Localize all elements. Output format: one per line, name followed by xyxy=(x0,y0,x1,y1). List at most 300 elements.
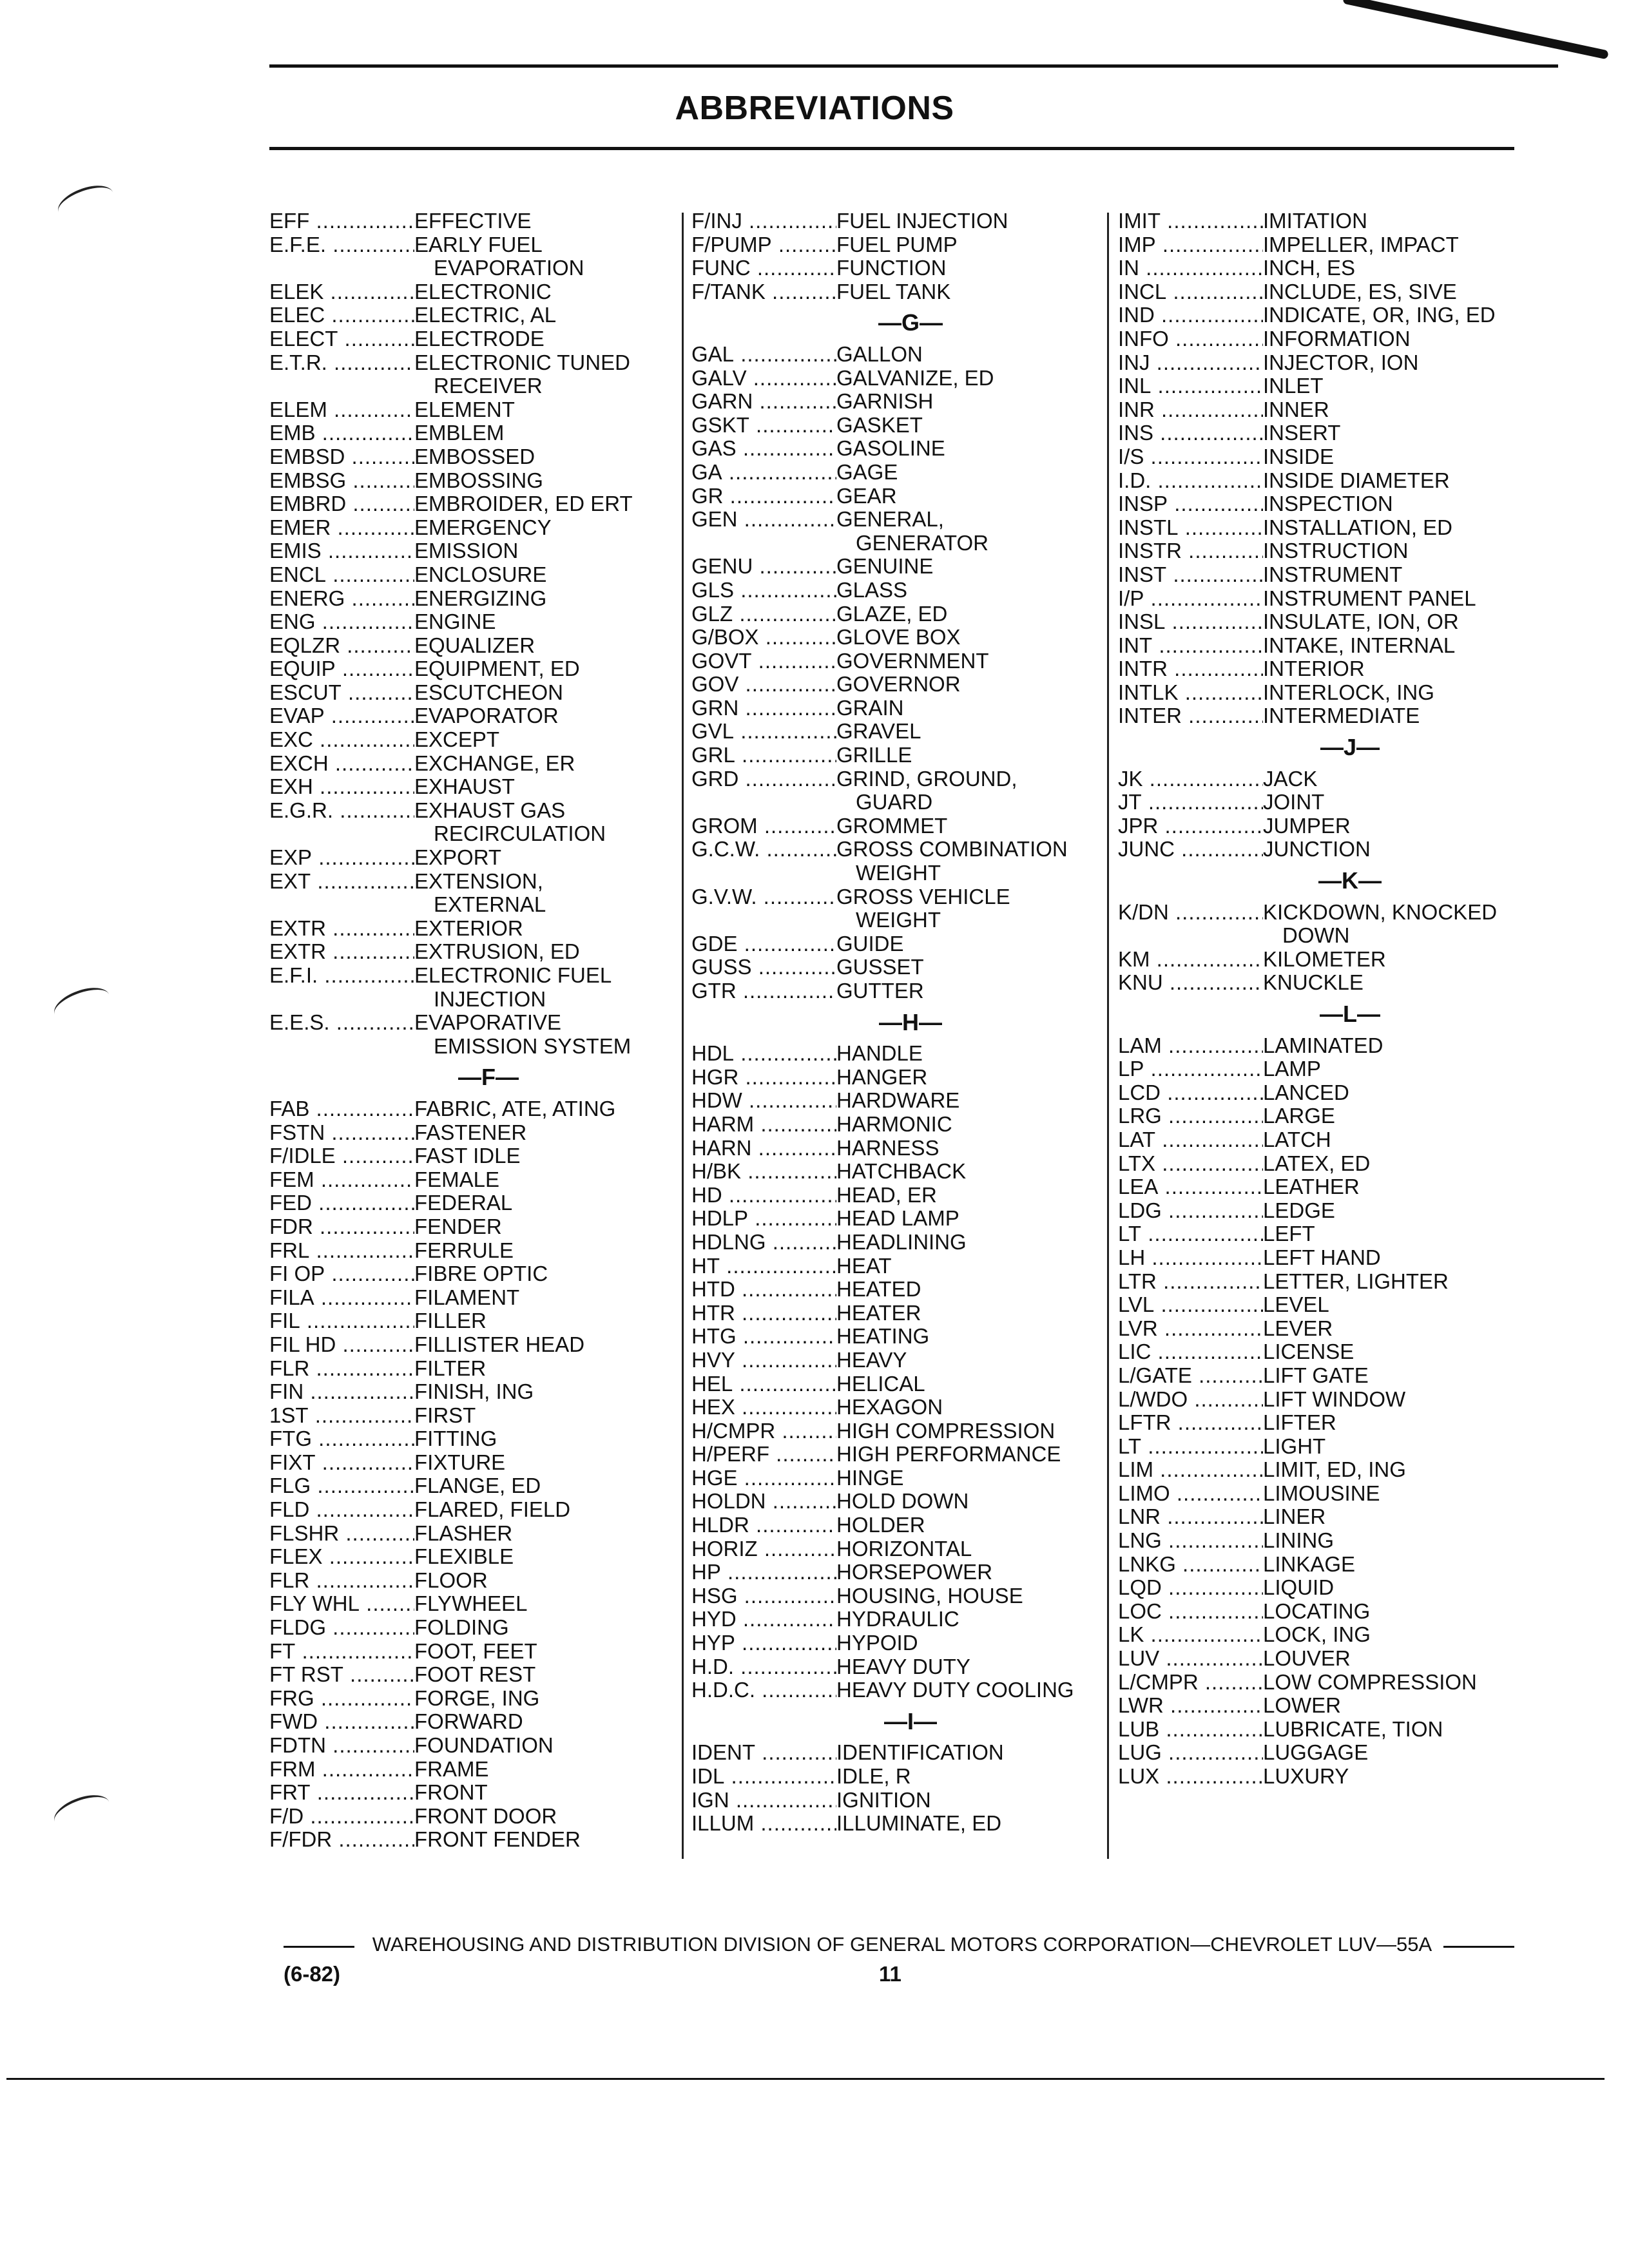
entry-abbreviation: HGE ..... xyxy=(691,1466,836,1490)
abbreviation-entry xyxy=(269,1097,656,1121)
entry-abbreviation: INCL ..... xyxy=(1118,280,1263,304)
entry-meaning-continued: RECEIVER xyxy=(434,374,543,398)
abbreviation-entry xyxy=(691,1113,1078,1137)
abbreviation-entry xyxy=(269,1309,656,1333)
entry-abbreviation: HT ..... xyxy=(691,1254,836,1278)
abbreviation-entry xyxy=(1118,1553,1530,1577)
section-heading: —I— xyxy=(883,1707,937,1735)
abbreviation-entry xyxy=(269,775,656,799)
abbreviation-entry xyxy=(691,1231,1078,1254)
abbreviation-entry xyxy=(269,1286,656,1310)
entry-abbreviation: IN ..... xyxy=(1118,256,1263,280)
entry-abbreviation: GAS ..... xyxy=(691,437,836,461)
abbreviation-entry xyxy=(1118,587,1530,611)
abbreviation-entry xyxy=(1118,1388,1530,1412)
entry-meaning: INFORMATION xyxy=(1263,326,1411,351)
entry-meaning: EXPORT xyxy=(414,845,502,870)
entry-meaning: FILTER xyxy=(414,1356,487,1380)
entry-meaning: HANDLE xyxy=(836,1041,923,1066)
entry-abbreviation: LTX ..... xyxy=(1118,1152,1263,1176)
entry-abbreviation: GAL ..... xyxy=(691,343,836,367)
entry-meaning: LIMOUSINE xyxy=(1263,1481,1380,1505)
abbreviation-entry xyxy=(269,870,656,894)
entry-meaning: INSIDE DIAMETER xyxy=(1263,468,1450,492)
entry-abbreviation: EVAP ..... xyxy=(269,704,414,728)
entry-meaning: INSIDE xyxy=(1263,444,1335,468)
entry-meaning: GALLON xyxy=(836,341,923,366)
entry-abbreviation: LK ..... xyxy=(1118,1623,1263,1647)
abbreviation-entry xyxy=(691,1490,1078,1514)
abbreviation-entry xyxy=(1118,971,1530,995)
abbreviation-entry xyxy=(1118,1623,1530,1647)
entry-meaning: LIFT GATE xyxy=(1263,1363,1369,1387)
entry-abbreviation: GLS ..... xyxy=(691,579,836,602)
abbreviation-entry xyxy=(1118,280,1530,304)
footer-publisher-line: WAREHOUSING AND DISTRIBUTION DIVISION OF GENERAL MOTORS CORPORATION—CHEVROLET LUV—55A xyxy=(372,1933,1432,1956)
entry-meaning: FORGE, ING xyxy=(414,1686,540,1710)
entry-meaning: KNUCKLE xyxy=(1263,970,1364,995)
entry-meaning: LEATHER xyxy=(1263,1175,1360,1199)
entry-abbreviation: INTER ..... xyxy=(1118,704,1263,728)
entry-abbreviation: KM ..... xyxy=(1118,948,1263,972)
entry-meaning: FRONT FENDER xyxy=(414,1827,581,1852)
entry-meaning: INLET xyxy=(1263,374,1324,398)
abbreviation-entry xyxy=(1118,681,1530,705)
abbreviation-entry xyxy=(691,1302,1078,1325)
entry-meaning: FIRST xyxy=(414,1403,476,1427)
abbreviation-entry xyxy=(691,1678,1078,1702)
entry-abbreviation: GOV ..... xyxy=(691,673,836,697)
entry-meaning: FIXTURE xyxy=(414,1450,506,1474)
entry-meaning: LIFTER xyxy=(1263,1410,1336,1435)
entry-meaning: IMITATION xyxy=(1263,209,1367,233)
entry-abbreviation: EMER ..... xyxy=(269,516,414,540)
entry-meaning: LARGE xyxy=(1263,1104,1335,1128)
entry-meaning: ESCUTCHEON xyxy=(414,680,564,704)
abbreviation-entry xyxy=(269,1333,656,1357)
entry-abbreviation: FRG ..... xyxy=(269,1687,414,1711)
abbreviation-entry xyxy=(1118,634,1530,658)
abbreviation-entry xyxy=(1118,1317,1530,1341)
entry-meaning: LOWER xyxy=(1263,1693,1342,1718)
entry-meaning: FERRULE xyxy=(414,1238,514,1262)
entry-meaning: GARNISH xyxy=(836,389,934,414)
abbreviation-entry xyxy=(1118,233,1530,257)
entry-abbreviation: INL ..... xyxy=(1118,374,1263,398)
entry-meaning-continued: EXTERNAL xyxy=(434,892,546,917)
abbreviation-entry xyxy=(269,1663,656,1687)
abbreviation-entry xyxy=(691,256,1078,280)
entry-abbreviation: I.D. ..... xyxy=(1118,469,1263,493)
entry-meaning: GLOVE BOX xyxy=(836,625,961,649)
entry-abbreviation: LDG ..... xyxy=(1118,1199,1263,1223)
footer-rule-right xyxy=(1443,1946,1514,1948)
abbreviation-entry xyxy=(269,1616,656,1640)
abbreviation-entry xyxy=(1118,838,1530,861)
abbreviation-entry xyxy=(269,1239,656,1263)
entry-meaning: INSTRUMENT PANEL xyxy=(1263,586,1476,610)
entry-abbreviation: LT ..... xyxy=(1118,1435,1263,1459)
entry-abbreviation: GSKT ..... xyxy=(691,414,836,437)
entry-abbreviation: GEN ..... xyxy=(691,508,836,532)
entry-meaning: LICENSE xyxy=(1263,1340,1354,1364)
abbreviation-entry xyxy=(691,461,1078,485)
page-title: ABBREVIATIONS xyxy=(675,90,954,127)
entry-meaning: LATCH xyxy=(1263,1127,1331,1151)
abbreviation-entry xyxy=(269,799,656,823)
abbreviation-entry xyxy=(269,1121,656,1145)
abbreviation-entry xyxy=(691,1655,1078,1679)
abbreviation-entry xyxy=(1118,767,1530,791)
entry-abbreviation: HARM ..... xyxy=(691,1113,836,1137)
abbreviation-entry xyxy=(1118,1293,1530,1317)
entry-meaning: ELECTRONIC FUEL xyxy=(414,963,612,987)
entry-meaning: INTERMEDIATE xyxy=(1263,704,1420,728)
abbreviation-entry xyxy=(691,697,1078,720)
entry-abbreviation: E.F.I. ..... xyxy=(269,964,414,988)
entry-meaning: HOLD DOWN xyxy=(836,1489,969,1514)
entry-meaning: FILAMENT xyxy=(414,1285,520,1309)
entry-meaning: HEAD, ER xyxy=(836,1182,937,1207)
abbreviation-entry xyxy=(691,1443,1078,1466)
entry-meaning: LOCATING xyxy=(1263,1599,1371,1623)
entry-meaning: FUEL PUMP xyxy=(836,232,958,256)
entry-abbreviation: LQD ..... xyxy=(1118,1576,1263,1600)
entry-meaning: LEFT HAND xyxy=(1263,1245,1381,1269)
entry-abbreviation: E.T.R. ..... xyxy=(269,351,414,375)
abbreviation-entry xyxy=(269,1828,656,1852)
abbreviation-entry xyxy=(691,1631,1078,1655)
entry-abbreviation: IDENT ..... xyxy=(691,1741,836,1765)
abbreviation-entry xyxy=(269,209,656,233)
abbreviation-entry xyxy=(691,1066,1078,1090)
entry-abbreviation: LUB ..... xyxy=(1118,1718,1263,1742)
entry-meaning-continued: EVAPORATION xyxy=(434,256,584,280)
abbreviation-entry xyxy=(269,587,656,611)
abbreviation-entry xyxy=(1118,1600,1530,1624)
entry-meaning-continued: DOWN xyxy=(1282,923,1350,948)
entry-meaning: HEAT xyxy=(836,1253,892,1278)
abbreviation-entry xyxy=(269,469,656,493)
entry-meaning: INCLUDE, ES, SIVE xyxy=(1263,279,1457,303)
abbreviation-entry xyxy=(269,398,656,422)
abbreviation-entry xyxy=(691,437,1078,461)
header-rule-top xyxy=(269,64,1558,68)
entry-meaning: ELECTRONIC TUNED xyxy=(414,350,630,374)
entry-meaning: FENDER xyxy=(414,1214,502,1238)
abbreviation-entry xyxy=(269,657,656,681)
entry-abbreviation: LH ..... xyxy=(1118,1246,1263,1270)
entry-meaning: FIBRE OPTIC xyxy=(414,1262,548,1286)
abbreviation-entry xyxy=(1118,445,1530,469)
abbreviation-entry xyxy=(269,445,656,469)
abbreviation-entry xyxy=(269,1758,656,1782)
entry-meaning: FLASHER xyxy=(414,1521,513,1545)
entry-abbreviation: FLR ..... xyxy=(269,1569,414,1593)
abbreviation-entry xyxy=(269,1592,656,1616)
entry-abbreviation: FT RST ..... xyxy=(269,1663,414,1687)
entry-abbreviation: HARN ..... xyxy=(691,1137,836,1160)
abbreviation-column-1 xyxy=(269,209,656,1852)
entry-abbreviation: F/TANK ..... xyxy=(691,280,836,304)
abbreviation-entry xyxy=(269,681,656,705)
entry-abbreviation: LT ..... xyxy=(1118,1222,1263,1246)
entry-abbreviation: JK ..... xyxy=(1118,767,1263,791)
entry-meaning: HELICAL xyxy=(836,1371,925,1396)
abbreviation-entry xyxy=(691,1042,1078,1066)
entry-meaning-continued: INJECTION xyxy=(434,986,546,1011)
entry-meaning: HINGE xyxy=(836,1465,904,1490)
entry-abbreviation: LNKG ..... xyxy=(1118,1553,1263,1577)
abbreviation-entry xyxy=(1118,327,1530,351)
abbreviation-entry xyxy=(1118,1104,1530,1128)
abbreviation-entry xyxy=(269,280,656,304)
entry-abbreviation: HYP ..... xyxy=(691,1631,836,1655)
entry-meaning: LATEX, ED xyxy=(1263,1151,1371,1175)
entry-abbreviation: EMBSG ..... xyxy=(269,469,414,493)
entry-abbreviation: INSTR ..... xyxy=(1118,539,1263,563)
entry-abbreviation: FT ..... xyxy=(269,1640,414,1664)
entry-meaning: LEDGE xyxy=(1263,1198,1335,1222)
entry-meaning: GRILLE xyxy=(836,743,912,767)
entry-meaning: EFFECTIVE xyxy=(414,209,532,233)
entry-meaning: EQUALIZER xyxy=(414,633,535,657)
hole-punch-mark xyxy=(50,981,114,1028)
abbreviation-entry xyxy=(269,233,656,257)
entry-abbreviation: INTR ..... xyxy=(1118,657,1263,681)
entry-meaning: INTAKE, INTERNAL xyxy=(1263,633,1456,657)
entry-meaning: HEAVY DUTY xyxy=(836,1654,970,1678)
entry-abbreviation: HDLNG ..... xyxy=(691,1231,836,1254)
entry-meaning: FORWARD xyxy=(414,1709,523,1734)
entry-abbreviation: GRD ..... xyxy=(691,767,836,791)
abbreviation-entry xyxy=(691,1608,1078,1631)
abbreviation-entry xyxy=(1118,1246,1530,1270)
entry-abbreviation: EMB ..... xyxy=(269,421,414,445)
entry-meaning: INTERLOCK, ING xyxy=(1263,680,1434,704)
footer-date: (6-82) xyxy=(284,1962,341,1986)
entry-meaning-continued: EMISSION SYSTEM xyxy=(434,1033,631,1058)
entry-abbreviation: HDLP ..... xyxy=(691,1207,836,1231)
abbreviation-entry xyxy=(691,367,1078,390)
entry-abbreviation: FRT ..... xyxy=(269,1781,414,1805)
abbreviation-entry xyxy=(691,673,1078,697)
abbreviation-entry xyxy=(691,1537,1078,1561)
entry-abbreviation: K/DN ..... xyxy=(1118,901,1263,925)
entry-abbreviation: FWD ..... xyxy=(269,1710,414,1734)
abbreviation-entry xyxy=(1118,1270,1530,1294)
entry-meaning: HOUSING, HOUSE xyxy=(836,1583,1023,1608)
entry-abbreviation: LVR ..... xyxy=(1118,1317,1263,1341)
abbreviation-entry xyxy=(269,492,656,516)
entry-abbreviation: LOC ..... xyxy=(1118,1600,1263,1624)
entry-abbreviation: FUNC ..... xyxy=(691,256,836,280)
entry-abbreviation: GALV ..... xyxy=(691,367,836,390)
entry-meaning-continued: RECIRCULATION xyxy=(434,822,606,846)
entry-meaning: HIGH PERFORMANCE xyxy=(836,1442,1061,1466)
abbreviation-entry xyxy=(269,1734,656,1758)
entry-abbreviation: FRM ..... xyxy=(269,1758,414,1782)
entry-abbreviation: L/CMPR ..... xyxy=(1118,1671,1263,1695)
entry-meaning: GEAR xyxy=(836,483,897,508)
abbreviation-entry xyxy=(269,964,656,988)
abbreviation-entry xyxy=(1118,657,1530,681)
entry-abbreviation: LUX ..... xyxy=(1118,1765,1263,1789)
entry-meaning: FLEXIBLE xyxy=(414,1544,514,1569)
entry-meaning: EXCHANGE, ER xyxy=(414,751,575,775)
entry-abbreviation: ILLUM ..... xyxy=(691,1812,836,1836)
entry-abbreviation: L/GATE ..... xyxy=(1118,1364,1263,1388)
abbreviation-entry xyxy=(1118,610,1530,634)
abbreviation-entry xyxy=(269,1805,656,1829)
entry-meaning: FAST IDLE xyxy=(414,1144,521,1168)
abbreviation-entry xyxy=(691,1089,1078,1113)
hole-punch-mark xyxy=(53,179,118,226)
entry-abbreviation: F/PUMP ..... xyxy=(691,233,836,257)
entry-abbreviation: EMBSD ..... xyxy=(269,445,414,469)
entry-meaning: FUNCTION xyxy=(836,256,947,280)
abbreviation-entry xyxy=(691,1561,1078,1584)
entry-meaning: FASTENER xyxy=(414,1120,527,1144)
entry-meaning: HYDRAULIC xyxy=(836,1607,959,1631)
entry-meaning: GROSS VEHICLE xyxy=(836,884,1010,908)
entry-abbreviation: INSTL ..... xyxy=(1118,516,1263,540)
entry-meaning: LUXURY xyxy=(1263,1764,1349,1788)
abbreviation-entry xyxy=(691,508,1078,532)
entry-meaning: LIMIT, ED, ING xyxy=(1263,1457,1406,1482)
entry-abbreviation: FED ..... xyxy=(269,1191,414,1215)
entry-meaning: LINKAGE xyxy=(1263,1552,1356,1576)
entry-meaning: HEADLINING xyxy=(836,1229,967,1254)
entry-abbreviation: LIM ..... xyxy=(1118,1458,1263,1482)
abbreviation-entry xyxy=(691,885,1078,909)
abbreviation-entry xyxy=(691,1741,1078,1765)
abbreviation-entry xyxy=(1118,1671,1530,1695)
entry-meaning: JACK xyxy=(1263,766,1318,791)
entry-meaning: FILLER xyxy=(414,1309,487,1333)
entry-meaning: GROSS COMBINATION xyxy=(836,837,1068,861)
abbreviation-entry xyxy=(691,414,1078,437)
entry-meaning: GROMMET xyxy=(836,813,948,838)
entry-meaning: EMBLEM xyxy=(414,421,505,445)
abbreviation-entry xyxy=(691,1184,1078,1207)
entry-meaning: HEXAGON xyxy=(836,1395,943,1419)
entry-meaning: HOLDER xyxy=(836,1513,925,1537)
entry-meaning: FOOT, FEET xyxy=(414,1639,537,1663)
entry-meaning: EQUIPMENT, ED xyxy=(414,657,580,681)
entry-meaning: FOOT REST xyxy=(414,1662,536,1687)
entry-abbreviation: F/FDR ..... xyxy=(269,1828,414,1852)
entry-meaning: EXCEPT xyxy=(414,727,500,752)
entry-abbreviation: GUSS ..... xyxy=(691,956,836,979)
entry-abbreviation: G/BOX ..... xyxy=(691,626,836,649)
entry-abbreviation: ENCL ..... xyxy=(269,563,414,587)
entry-abbreviation: LP ..... xyxy=(1118,1057,1263,1081)
abbreviation-entry xyxy=(269,1011,656,1035)
entry-abbreviation: FLY WHL ..... xyxy=(269,1592,414,1616)
entry-abbreviation: HGR ..... xyxy=(691,1066,836,1090)
abbreviation-entry xyxy=(269,1404,656,1428)
entry-abbreviation: GRL ..... xyxy=(691,744,836,767)
abbreviation-entry xyxy=(269,940,656,964)
entry-meaning: GRIND, GROUND, xyxy=(836,766,1017,791)
abbreviation-entry xyxy=(1118,1765,1530,1789)
abbreviation-entry xyxy=(1118,398,1530,422)
entry-meaning: GALVANIZE, ED xyxy=(836,365,994,390)
entry-abbreviation: LUG ..... xyxy=(1118,1741,1263,1765)
abbreviation-entry xyxy=(1118,469,1530,493)
entry-meaning: EMBOSSED xyxy=(414,444,535,468)
entry-abbreviation: FLG ..... xyxy=(269,1474,414,1498)
entry-abbreviation: JPR ..... xyxy=(1118,814,1263,838)
entry-abbreviation: GRN ..... xyxy=(691,697,836,720)
abbreviation-entry xyxy=(269,917,656,941)
entry-abbreviation: FDR ..... xyxy=(269,1215,414,1239)
entry-meaning: ENGINE xyxy=(414,610,496,634)
abbreviation-entry xyxy=(269,1545,656,1569)
entry-meaning: LAMINATED xyxy=(1263,1033,1383,1057)
entry-meaning: HEAVY DUTY COOLING xyxy=(836,1678,1074,1702)
scan-streak xyxy=(1342,0,1609,60)
entry-abbreviation: FIL ..... xyxy=(269,1309,414,1333)
entry-meaning: EVAPORATIVE xyxy=(414,1010,562,1035)
entry-abbreviation: HORIZ ..... xyxy=(691,1537,836,1561)
entry-abbreviation: EFF ..... xyxy=(269,209,414,233)
entry-abbreviation: IDL ..... xyxy=(691,1765,836,1789)
abbreviation-entry xyxy=(691,1278,1078,1302)
entry-abbreviation: HVY ..... xyxy=(691,1349,836,1372)
entry-meaning: GOVERNOR xyxy=(836,672,961,697)
entry-abbreviation: INTLK ..... xyxy=(1118,681,1263,705)
entry-meaning: LIFT WINDOW xyxy=(1263,1387,1406,1411)
abbreviation-entry xyxy=(1118,563,1530,587)
entry-abbreviation: ELEM ..... xyxy=(269,398,414,422)
entry-abbreviation: JUNC ..... xyxy=(1118,838,1263,861)
entry-meaning: HEAD LAMP xyxy=(836,1206,959,1231)
entry-abbreviation: FLD ..... xyxy=(269,1498,414,1522)
entry-meaning: ILLUMINATE, ED xyxy=(836,1811,1002,1836)
column-divider xyxy=(1107,213,1109,1859)
entry-meaning: ELECTRIC, AL xyxy=(414,303,557,327)
entry-abbreviation: HYD ..... xyxy=(691,1608,836,1631)
entry-meaning: FITTING xyxy=(414,1427,497,1451)
abbreviation-entry xyxy=(691,956,1078,979)
entry-meaning: GASKET xyxy=(836,412,923,437)
entry-meaning: HARMONIC xyxy=(836,1111,952,1136)
abbreviation-entry xyxy=(1118,901,1530,925)
entry-abbreviation: FIL HD ..... xyxy=(269,1333,414,1357)
entry-meaning: GENUINE xyxy=(836,554,934,579)
entry-meaning: FLOOR xyxy=(414,1568,488,1592)
entry-abbreviation: FDTN ..... xyxy=(269,1734,414,1758)
abbreviation-entry xyxy=(269,1168,656,1192)
abbreviation-entry xyxy=(1118,1576,1530,1600)
entry-abbreviation: FLDG ..... xyxy=(269,1616,414,1640)
entry-abbreviation: LWR ..... xyxy=(1118,1694,1263,1718)
entry-abbreviation: FAB ..... xyxy=(269,1097,414,1121)
abbreviation-entry xyxy=(1118,1741,1530,1765)
entry-meaning: LETTER, LIGHTER xyxy=(1263,1269,1449,1293)
abbreviation-entry xyxy=(1118,1505,1530,1529)
entry-abbreviation: HLDR ..... xyxy=(691,1514,836,1537)
entry-meaning: HATCHBACK xyxy=(836,1159,967,1184)
abbreviation-entry xyxy=(691,744,1078,767)
abbreviation-entry xyxy=(1118,1458,1530,1482)
entry-meaning: JOINT xyxy=(1263,790,1325,814)
entry-abbreviation: GARN ..... xyxy=(691,390,836,414)
entry-meaning: FLARED, FIELD xyxy=(414,1497,571,1522)
abbreviation-entry xyxy=(269,1191,656,1215)
